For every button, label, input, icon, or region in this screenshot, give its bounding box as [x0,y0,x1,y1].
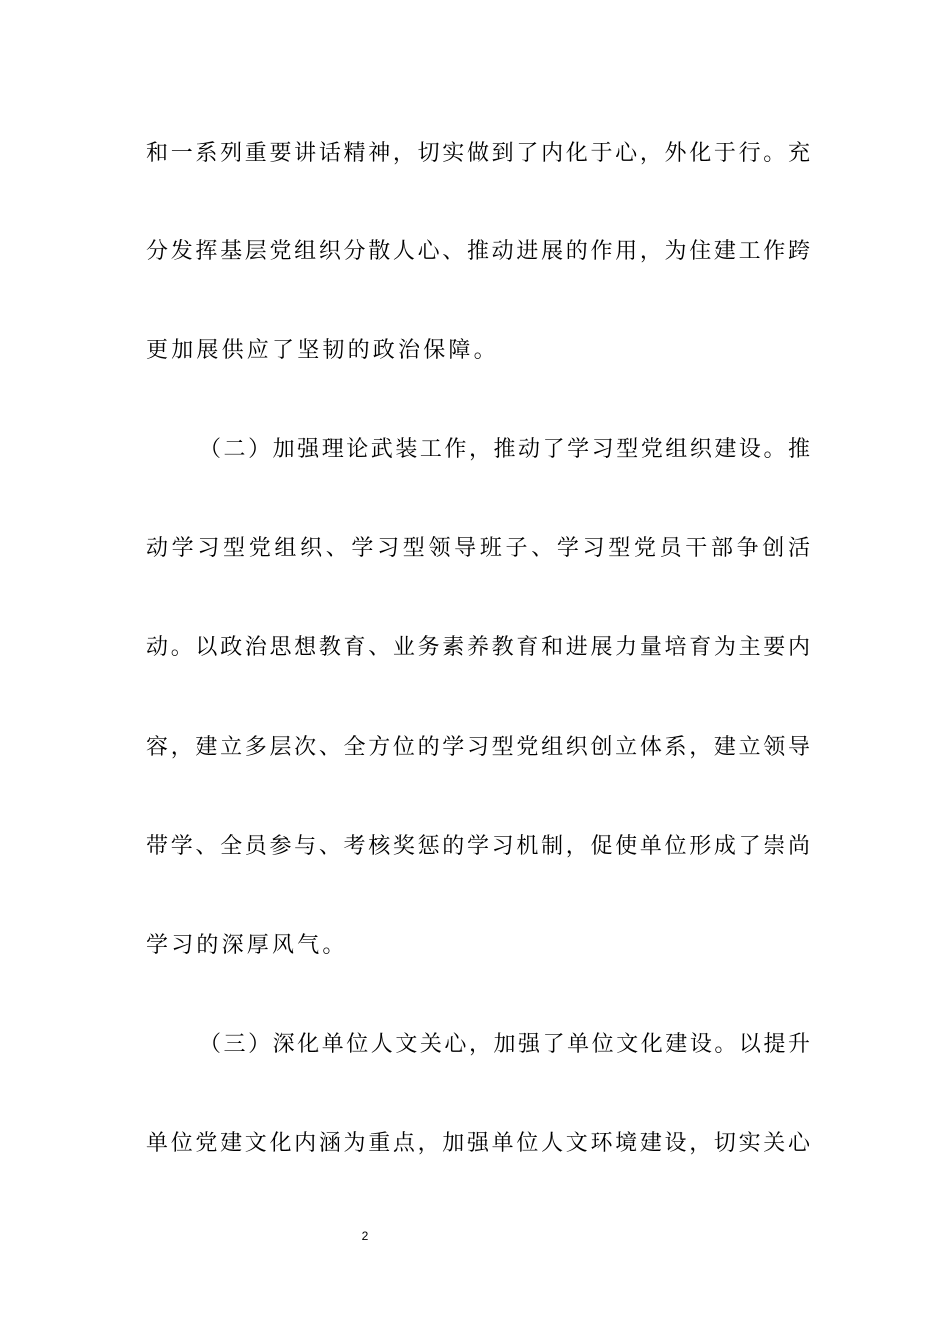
paragraph-line: 带学、全员参与、考核奖惩的学习机制，促使单位形成了崇尚 [146,834,810,859]
paragraph-line: 动。以政治思想教育、业务素养教育和进展力量培育为主要内 [146,635,810,660]
paragraph-line: （二）加强理论武装工作，推动了学习型党组织建设。推 [199,437,810,462]
page-number: 2 [361,1229,369,1243]
paragraph-line: 单位党建文化内涵为重点，加强单位人文环境建设，切实关心 [146,1131,810,1156]
paragraph-line: （三）深化单位人文关心，加强了单位文化建设。以提升 [199,1032,810,1057]
paragraph-line: 分发挥基层党组织分散人心、推动进展的作用，为住建工作跨 [146,239,810,264]
paragraph-line: 学习的深厚风气。 [146,933,348,958]
paragraph-line: 容，建立多层次、全方位的学习型党组织创立体系，建立领导 [146,735,810,760]
paragraph-line: 更加展供应了坚韧的政治保障。 [146,338,499,363]
paragraph-line: 和一系列重要讲话精神，切实做到了内化于心，外化于行。充 [146,141,810,166]
paragraph-line: 动学习型党组织、学习型领导班子、学习型党员干部争创活 [146,536,810,561]
